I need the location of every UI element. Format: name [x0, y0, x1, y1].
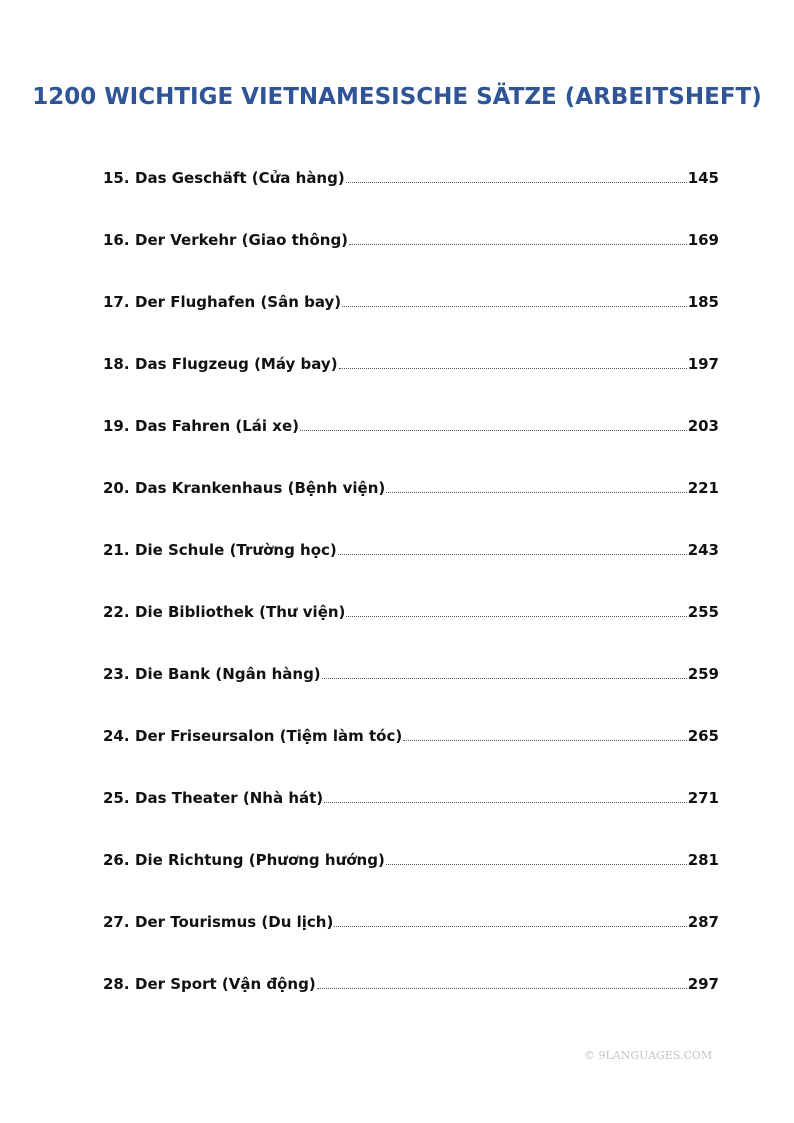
toc-entry-number: 15. [103, 169, 130, 187]
toc-dot-leader [342, 306, 687, 307]
toc-entry[interactable] [103, 222, 719, 250]
toc-entry-page-number: 297 [687, 975, 719, 993]
toc-dot-leader [317, 988, 687, 989]
toc-entry-page-number: 185 [687, 293, 719, 311]
toc-dot-leader [403, 740, 686, 741]
toc-dot-leader [346, 182, 687, 183]
toc-entry[interactable] [103, 904, 719, 932]
toc-entry-page-number: 145 [687, 169, 719, 187]
toc-dot-leader [386, 492, 686, 493]
toc-entry-number: 18. [103, 355, 130, 373]
toc-entry-page-number: 197 [687, 355, 719, 373]
toc-entry-number: 21. [103, 541, 130, 559]
toc-dot-leader [346, 616, 686, 617]
toc-entry[interactable] [103, 594, 719, 622]
toc-entry-page-number: 243 [687, 541, 719, 559]
toc-entry-title: Das Theater (Nhà hát) [135, 789, 324, 807]
toc-entry-title: Der Sport (Vận động) [135, 975, 316, 993]
toc-dot-leader [300, 430, 687, 431]
toc-entry-title: Der Friseursalon (Tiệm làm tóc) [135, 727, 403, 745]
toc-entry[interactable] [103, 284, 719, 312]
toc-entry-number: 19. [103, 417, 130, 435]
toc-entry-number: 20. [103, 479, 130, 497]
toc-entry-title: Der Verkehr (Giao thông) [135, 231, 349, 249]
toc-entry-title: Das Fahren (Lái xe) [135, 417, 299, 435]
toc-entry-page-number: 265 [687, 727, 719, 745]
toc-dot-leader [334, 926, 686, 927]
toc-entry-title: Die Bank (Ngân hàng) [135, 665, 321, 683]
toc-entry-page-number: 255 [687, 603, 719, 621]
toc-entry-page-number: 287 [687, 913, 719, 931]
toc-dot-leader [322, 678, 687, 679]
toc-entry-page-number: 259 [687, 665, 719, 683]
toc-entry[interactable] [103, 160, 719, 188]
toc-dot-leader [386, 864, 687, 865]
toc-entry[interactable] [103, 346, 719, 374]
toc-dot-leader [339, 368, 687, 369]
toc-entry-title: Das Geschäft (Cửa hàng) [135, 169, 345, 187]
toc-entry-number: 26. [103, 851, 130, 869]
toc-dot-leader [324, 802, 687, 803]
toc-entry-number: 23. [103, 665, 130, 683]
toc-entry-title: Die Schule (Trường học) [135, 541, 337, 559]
toc-entry-number: 24. [103, 727, 130, 745]
toc-entry-number: 16. [103, 231, 130, 249]
toc-entry-page-number: 271 [687, 789, 719, 807]
toc-dot-leader [349, 244, 687, 245]
toc-entry-title: Der Flughafen (Sân bay) [135, 293, 342, 311]
toc-entry-page-number: 169 [687, 231, 719, 249]
toc-entry-title: Der Tourismus (Du lịch) [135, 913, 334, 931]
toc-entry-title: Das Krankenhaus (Bệnh viện) [135, 479, 386, 497]
page-title: 1200 WICHTIGE VIETNAMESISCHE SÄTZE (ARBEITSHEFT) [32, 84, 762, 110]
toc-entry-number: 25. [103, 789, 130, 807]
toc-entry[interactable] [103, 718, 719, 746]
toc-entry[interactable] [103, 842, 719, 870]
watermark: © 9LANGUAGES.COM [584, 1049, 713, 1062]
toc-entry-number: 17. [103, 293, 130, 311]
toc-entry[interactable] [103, 656, 719, 684]
toc-entry-number: 28. [103, 975, 130, 993]
toc-entry-title: Das Flugzeug (Máy bay) [135, 355, 338, 373]
toc-dot-leader [338, 554, 687, 555]
toc-entry[interactable] [103, 408, 719, 436]
toc-entry-page-number: 281 [687, 851, 719, 869]
toc-entry[interactable] [103, 532, 719, 560]
toc-entry[interactable] [103, 780, 719, 808]
toc-entry-number: 27. [103, 913, 130, 931]
toc-entry-title: Die Richtung (Phương hướng) [135, 851, 385, 869]
toc-entry[interactable] [103, 470, 719, 498]
toc-entry-page-number: 221 [687, 479, 719, 497]
toc-entry-title: Die Bibliothek (Thư viện) [135, 603, 346, 621]
toc-entry-page-number: 203 [687, 417, 719, 435]
toc-entry[interactable] [103, 966, 719, 994]
toc-entry-number: 22. [103, 603, 130, 621]
